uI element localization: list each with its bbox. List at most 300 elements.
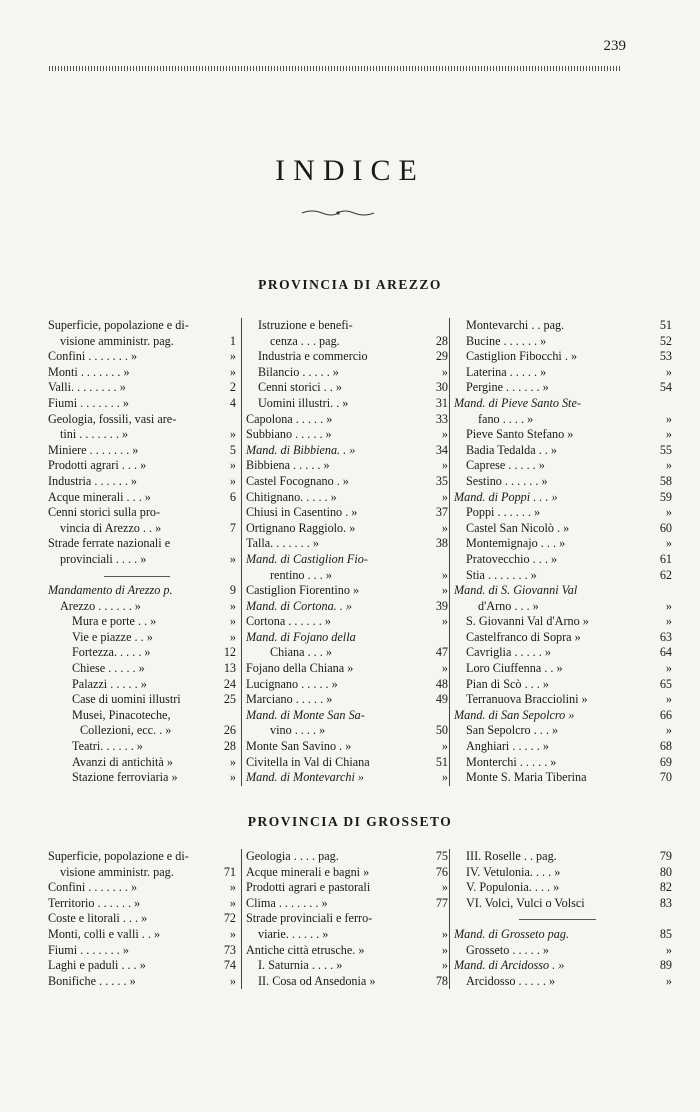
index-entry <box>246 880 448 896</box>
entry-page-ref: 24 <box>223 676 236 691</box>
entry-page-ref: » <box>441 489 448 504</box>
entry-page-ref: 35 <box>435 473 448 488</box>
index-column-2 <box>246 849 448 989</box>
entry-text: Avanzi di antichità » <box>72 754 173 769</box>
entry-page-ref: » <box>441 739 448 754</box>
index-entry <box>454 708 672 724</box>
entry-page-ref: 75 <box>435 849 448 863</box>
index-entry <box>454 536 672 552</box>
section-heading-grosseto: PROVINCIA DI GROSSETO <box>247 814 453 829</box>
index-entry <box>246 755 448 771</box>
index-entry <box>246 849 448 865</box>
entry-page-ref: » <box>229 473 236 488</box>
entry-text: Mand. di Monte San Sa- <box>246 707 365 722</box>
index-entry <box>48 911 236 927</box>
entry-text: Mand. di Montevarchi » <box>246 770 365 785</box>
entry-text: Laterina . . . . . » <box>466 364 547 379</box>
index-entry <box>48 427 236 443</box>
index-column-3 <box>454 318 672 786</box>
index-entry <box>454 865 672 881</box>
index-entry <box>48 568 236 584</box>
entry-page-ref: 1 <box>229 333 236 348</box>
entry-text: fano . . . . » <box>478 411 534 426</box>
index-entry <box>246 974 448 990</box>
entry-text: Geologia . . . . pag. <box>246 849 339 863</box>
index-entry <box>48 849 236 865</box>
entry-page-ref: 25 <box>223 692 236 707</box>
entry-page-ref: 59 <box>659 489 672 504</box>
index-entry <box>48 896 236 912</box>
entry-page-ref: 77 <box>435 895 448 910</box>
entry-page-ref: 63 <box>659 629 672 644</box>
entry-text: Arcidosso . . . . . » <box>466 973 556 988</box>
index-entry <box>454 552 672 568</box>
entry-text: Capolona . . . . . » <box>246 411 333 426</box>
entry-page-ref: 69 <box>659 754 672 769</box>
index-entry <box>454 630 672 646</box>
entry-page-ref: 12 <box>223 645 236 660</box>
entry-page-ref: » <box>229 614 236 629</box>
entry-page-ref: 26 <box>223 723 236 738</box>
entry-text: Mand. di Pieve Santo Ste- <box>454 395 581 410</box>
index-entry <box>48 927 236 943</box>
index-entry <box>454 412 672 428</box>
entry-text: Palazzi . . . . . » <box>72 676 147 691</box>
entry-text: II. Cosa od Ansedonia » <box>258 973 376 988</box>
entry-text: Pieve Santo Stefano » <box>466 427 574 442</box>
entry-page-ref: 72 <box>223 911 236 926</box>
column-divider <box>449 318 450 786</box>
index-entry <box>246 536 448 552</box>
index-entry <box>48 739 236 755</box>
entry-page-ref: 13 <box>223 661 236 676</box>
index-column-3 <box>454 849 672 989</box>
entry-text: Fiumi . . . . . . . » <box>48 395 129 410</box>
index-entry <box>454 677 672 693</box>
entry-page-ref: 61 <box>659 551 672 566</box>
entry-page-ref: 80 <box>659 864 672 879</box>
index-entry <box>246 334 448 350</box>
index-entry <box>246 927 448 943</box>
index-entry <box>454 880 672 896</box>
entry-page-ref: 52 <box>659 333 672 348</box>
entry-text: Pratovecchio . . . » <box>466 551 558 566</box>
index-entry <box>48 412 236 428</box>
entry-page-ref: 48 <box>435 676 448 691</box>
index-entry <box>246 474 448 490</box>
index-entry <box>246 318 448 334</box>
index-entry <box>48 334 236 350</box>
index-entry <box>246 443 448 459</box>
entry-text: Ortignano Raggiolo. » <box>246 520 356 535</box>
entry-page-ref: 82 <box>659 880 672 895</box>
entry-text: Castelfranco di Sopra » <box>466 629 581 644</box>
entry-page-ref: 6 <box>229 489 236 504</box>
entry-page-ref: 29 <box>435 349 448 364</box>
entry-page-ref: » <box>665 598 672 613</box>
entry-text: Mand. di Fojano della <box>246 629 356 644</box>
entry-text: d'Arno . . . » <box>478 598 539 613</box>
entry-page-ref: 2 <box>229 380 236 395</box>
entry-text: Pergine . . . . . . » <box>466 380 549 395</box>
index-entry <box>454 458 672 474</box>
entry-page-ref: 5 <box>229 442 236 457</box>
index-entry <box>246 708 448 724</box>
entry-text: Mand. di Poppi . . . » <box>454 489 558 504</box>
entry-page-ref: 73 <box>223 942 236 957</box>
index-entry <box>454 661 672 677</box>
entry-text: Subbiano . . . . . » <box>246 427 332 442</box>
entry-text: Geologia, fossili, vasi are- <box>48 411 177 426</box>
entry-text: San Sepolcro . . . » <box>466 723 559 738</box>
index-entry <box>246 911 448 927</box>
index-entry <box>246 412 448 428</box>
entry-text: Sestino . . . . . . » <box>466 473 548 488</box>
entry-page-ref: 60 <box>659 520 672 535</box>
entry-page-ref: 37 <box>435 505 448 520</box>
index-entry <box>246 349 448 365</box>
entry-text: Monti, colli e valli . . » <box>48 926 161 941</box>
entry-page-ref: » <box>665 973 672 988</box>
separator-rule <box>104 576 170 577</box>
entry-text: Civitella in Val di Chiana <box>246 754 370 769</box>
entry-text: Badia Tedalda . . » <box>466 442 557 457</box>
entry-text: Grosseto . . . . . » <box>466 942 549 957</box>
entry-page-ref: 28 <box>435 333 448 348</box>
index-entry <box>246 521 448 537</box>
index-entry <box>454 349 672 365</box>
entry-page-ref: » <box>665 614 672 629</box>
entry-text: visione amministr. pag. <box>60 333 174 348</box>
entry-text: visione amministr. pag. <box>60 864 174 879</box>
index-entry <box>48 458 236 474</box>
entry-text: Territorio . . . . . . » <box>48 895 141 910</box>
entry-page-ref: 55 <box>659 442 672 457</box>
entry-text: Mand. di Bibbiena. . » <box>246 442 356 457</box>
entry-text: Castiglion Fiorentino » <box>246 583 360 598</box>
index-entry <box>48 380 236 396</box>
entry-page-ref: 78 <box>435 973 448 988</box>
entry-text: Case di uomini illustri <box>72 692 181 707</box>
entry-page-ref: » <box>665 427 672 442</box>
entry-text: Loro Ciuffenna . . » <box>466 661 563 676</box>
index-entry <box>454 365 672 381</box>
column-divider <box>241 318 242 786</box>
entry-text: Vie e piazze . . » <box>72 629 153 644</box>
entry-text: III. Roselle . . pag. <box>466 849 557 863</box>
entry-text: Montemignajo . . . » <box>466 536 566 551</box>
entry-text: Chiana . . . » <box>270 645 332 660</box>
entry-text: Acque minerali . . . » <box>48 489 151 504</box>
index-entry <box>48 474 236 490</box>
entry-text: vino . . . . » <box>270 723 326 738</box>
entry-page-ref: » <box>229 364 236 379</box>
entry-text: VI. Volci, Vulci o Volsci <box>466 895 585 910</box>
entry-text: Superficie, popolazione e di- <box>48 318 189 332</box>
entry-text: Castel San Nicolò . » <box>466 520 570 535</box>
entry-page-ref: » <box>229 629 236 644</box>
entry-page-ref: 76 <box>435 864 448 879</box>
entry-text: Mand. di Castiglion Fio- <box>246 551 368 566</box>
index-entry <box>454 927 672 943</box>
entry-text: Istruzione e benefi- <box>258 318 353 332</box>
entry-page-ref: » <box>229 598 236 613</box>
index-entry <box>48 755 236 771</box>
entry-page-ref: » <box>441 583 448 598</box>
index-entry <box>48 661 236 677</box>
entry-page-ref: 79 <box>659 849 672 863</box>
index-entry <box>246 677 448 693</box>
entry-text: Poppi . . . . . . » <box>466 505 541 520</box>
entry-text: Miniere . . . . . . . » <box>48 442 139 457</box>
index-entry <box>246 396 448 412</box>
index-entry <box>454 599 672 615</box>
index-entry <box>454 958 672 974</box>
entry-page-ref: 51 <box>435 754 448 769</box>
entry-page-ref: 34 <box>435 442 448 457</box>
index-entry <box>246 552 448 568</box>
entry-text: Mand. di Grosseto pag. <box>454 926 569 941</box>
entry-page-ref: 28 <box>223 739 236 754</box>
entry-text: Strade ferrate nazionali e <box>48 536 171 551</box>
entry-page-ref: » <box>665 364 672 379</box>
entry-text: Terranuova Bracciolini » <box>466 692 588 707</box>
entry-text: Stazione ferroviaria » <box>72 770 178 785</box>
index-entry <box>48 692 236 708</box>
index-entry <box>454 614 672 630</box>
entry-page-ref: » <box>441 458 448 473</box>
page-number: 239 <box>603 38 626 54</box>
entry-page-ref: 31 <box>435 395 448 410</box>
entry-text: Castiglion Fibocchi . » <box>466 349 578 364</box>
index-entry <box>246 614 448 630</box>
index-column-1 <box>48 849 236 989</box>
entry-page-ref: » <box>665 536 672 551</box>
index-entry <box>48 974 236 990</box>
index-entry <box>48 365 236 381</box>
index-entry <box>48 708 236 724</box>
entry-text: vincia di Arezzo . . » <box>60 520 162 535</box>
index-entry <box>48 318 236 334</box>
entry-text: Fortezza. . . . . » <box>72 645 151 660</box>
entry-text: Coste e litorali . . . » <box>48 911 148 926</box>
entry-page-ref: 4 <box>229 395 236 410</box>
entry-text: Strade provinciali e ferro- <box>246 911 373 926</box>
entry-text: Mand. di San Sepolcro » <box>454 707 575 722</box>
entry-page-ref: 64 <box>659 645 672 660</box>
index-entry <box>454 521 672 537</box>
index-entry <box>454 974 672 990</box>
index-entry <box>48 521 236 537</box>
entry-page-ref: 68 <box>659 739 672 754</box>
index-entry <box>246 458 448 474</box>
index-entry <box>246 365 448 381</box>
entry-page-ref: » <box>441 661 448 676</box>
index-entry <box>48 723 236 739</box>
index-entry <box>454 568 672 584</box>
entry-text: Acque minerali e bagni » <box>246 864 370 879</box>
entry-page-ref: 50 <box>435 723 448 738</box>
index-entry <box>246 723 448 739</box>
index-entry <box>48 536 236 552</box>
index-entry <box>454 755 672 771</box>
index-entry <box>246 865 448 881</box>
index-entry <box>246 896 448 912</box>
entry-text: Marciano . . . . . » <box>246 692 333 707</box>
page-title: INDICE <box>275 154 425 187</box>
index-entry <box>246 427 448 443</box>
index-entry <box>246 661 448 677</box>
entry-text: Cortona . . . . . . » <box>246 614 331 629</box>
index-entry <box>246 490 448 506</box>
entry-text: Mandamento di Arezzo p. <box>48 583 173 598</box>
index-entry <box>48 865 236 881</box>
entry-page-ref: » <box>441 364 448 379</box>
index-entry <box>48 599 236 615</box>
separator-rule <box>519 919 595 920</box>
index-entry <box>454 427 672 443</box>
index-entry <box>48 583 236 599</box>
entry-text: Teatri. . . . . . » <box>72 739 143 754</box>
entry-text: Industria e commercio <box>258 349 368 364</box>
entry-page-ref: 85 <box>659 926 672 941</box>
index-entry <box>48 552 236 568</box>
entry-text: Antiche città etrusche. » <box>246 942 365 957</box>
entry-page-ref: 9 <box>229 583 236 598</box>
entry-text: Confini . . . . . . . » <box>48 880 138 895</box>
index-entry <box>454 943 672 959</box>
index-entry <box>454 583 672 599</box>
index-entry <box>246 739 448 755</box>
ornament-flourish <box>300 208 376 218</box>
entry-text: Bilancio . . . . . » <box>258 364 339 379</box>
entry-text: Collezioni, ecc. . » <box>80 723 172 738</box>
index-entry <box>48 958 236 974</box>
entry-text: Chiusi in Casentino . » <box>246 505 358 520</box>
entry-text: Uomini illustri. . » <box>258 395 349 410</box>
entry-page-ref: » <box>665 692 672 707</box>
entry-text: Chitignano. . . . . » <box>246 489 337 504</box>
entry-page-ref: » <box>665 458 672 473</box>
entry-text: Monte S. Maria Tiberina <box>466 770 587 785</box>
entry-page-ref: » <box>229 349 236 364</box>
entry-text: Cenni storici . . » <box>258 380 342 395</box>
index-entry <box>48 645 236 661</box>
entry-page-ref: » <box>665 723 672 738</box>
index-entry <box>246 568 448 584</box>
entry-text: Montevarchi . . pag. <box>466 318 565 332</box>
entry-page-ref: » <box>229 754 236 769</box>
index-entry <box>454 334 672 350</box>
index-entry <box>454 505 672 521</box>
index-entry <box>48 490 236 506</box>
entry-text: Confini . . . . . . . » <box>48 349 138 364</box>
entry-page-ref: » <box>229 895 236 910</box>
index-entry <box>454 443 672 459</box>
entry-text: Bucine . . . . . . » <box>466 333 547 348</box>
index-entry <box>246 770 448 786</box>
entry-page-ref: 49 <box>435 692 448 707</box>
entry-page-ref: » <box>229 770 236 785</box>
entry-text: Fojano della Chiana » <box>246 661 354 676</box>
entry-text: Bonifiche . . . . . » <box>48 973 136 988</box>
entry-page-ref: 51 <box>659 318 672 332</box>
index-entry <box>48 443 236 459</box>
entry-text: Fiumi . . . . . . . » <box>48 942 129 957</box>
index-entry <box>48 630 236 646</box>
entry-page-ref: 7 <box>229 520 236 535</box>
index-entry <box>48 677 236 693</box>
entry-text: Clima . . . . . . . » <box>246 895 328 910</box>
entry-page-ref: 74 <box>223 958 236 973</box>
entry-text: Mand. di Arcidosso . » <box>454 958 565 973</box>
entry-text: Castel Focognano . » <box>246 473 349 488</box>
entry-page-ref: » <box>229 880 236 895</box>
index-entry <box>48 880 236 896</box>
entry-text: Cenni storici sulla pro- <box>48 505 161 520</box>
entry-text: V. Populonia. . . . » <box>466 880 560 895</box>
entry-page-ref: » <box>441 427 448 442</box>
entry-text: Talla. . . . . . . » <box>246 536 319 551</box>
entry-page-ref: » <box>229 458 236 473</box>
entry-page-ref: » <box>441 520 448 535</box>
entry-page-ref: » <box>441 567 448 582</box>
index-entry <box>454 911 672 927</box>
index-entry <box>454 490 672 506</box>
entry-page-ref: » <box>441 770 448 785</box>
entry-text: Musei, Pinacoteche, <box>72 707 171 722</box>
index-entry <box>246 505 448 521</box>
section-heading-arezzo: PROVINCIA DI AREZZO <box>258 277 442 292</box>
index-entry <box>246 583 448 599</box>
index-entry <box>454 318 672 334</box>
entry-text: Laghi e paduli . . . » <box>48 958 146 973</box>
entry-page-ref: » <box>229 427 236 442</box>
index-entry <box>246 599 448 615</box>
entry-text: Chiese . . . . . » <box>72 661 145 676</box>
entry-page-ref: 65 <box>659 676 672 691</box>
entry-page-ref: » <box>229 551 236 566</box>
entry-text: Monti . . . . . . . » <box>48 364 130 379</box>
entry-text: Caprese . . . . . » <box>466 458 545 473</box>
index-entry <box>48 614 236 630</box>
index-entry <box>454 380 672 396</box>
index-entry <box>246 380 448 396</box>
entry-page-ref: 39 <box>435 598 448 613</box>
entry-page-ref: 33 <box>435 411 448 426</box>
entry-page-ref: » <box>229 973 236 988</box>
entry-page-ref: 58 <box>659 473 672 488</box>
index-entry <box>246 943 448 959</box>
entry-page-ref: 83 <box>659 895 672 910</box>
entry-page-ref: 71 <box>223 864 236 879</box>
entry-page-ref: 47 <box>435 645 448 660</box>
entry-page-ref: » <box>665 505 672 520</box>
entry-page-ref: » <box>441 942 448 957</box>
entry-text: Superficie, popolazione e di- <box>48 849 189 863</box>
index-entry <box>48 770 236 786</box>
index-entry <box>48 505 236 521</box>
entry-page-ref: » <box>441 958 448 973</box>
entry-text: Stia . . . . . . . » <box>466 567 537 582</box>
entry-text: tini . . . . . . . » <box>60 427 129 442</box>
index-entry <box>454 770 672 786</box>
index-entry <box>454 692 672 708</box>
entry-page-ref: 30 <box>435 380 448 395</box>
entry-text: Mand. di Cortona. . » <box>246 598 352 613</box>
entry-text: I. Saturnia . . . . » <box>258 958 343 973</box>
entry-page-ref: 66 <box>659 707 672 722</box>
